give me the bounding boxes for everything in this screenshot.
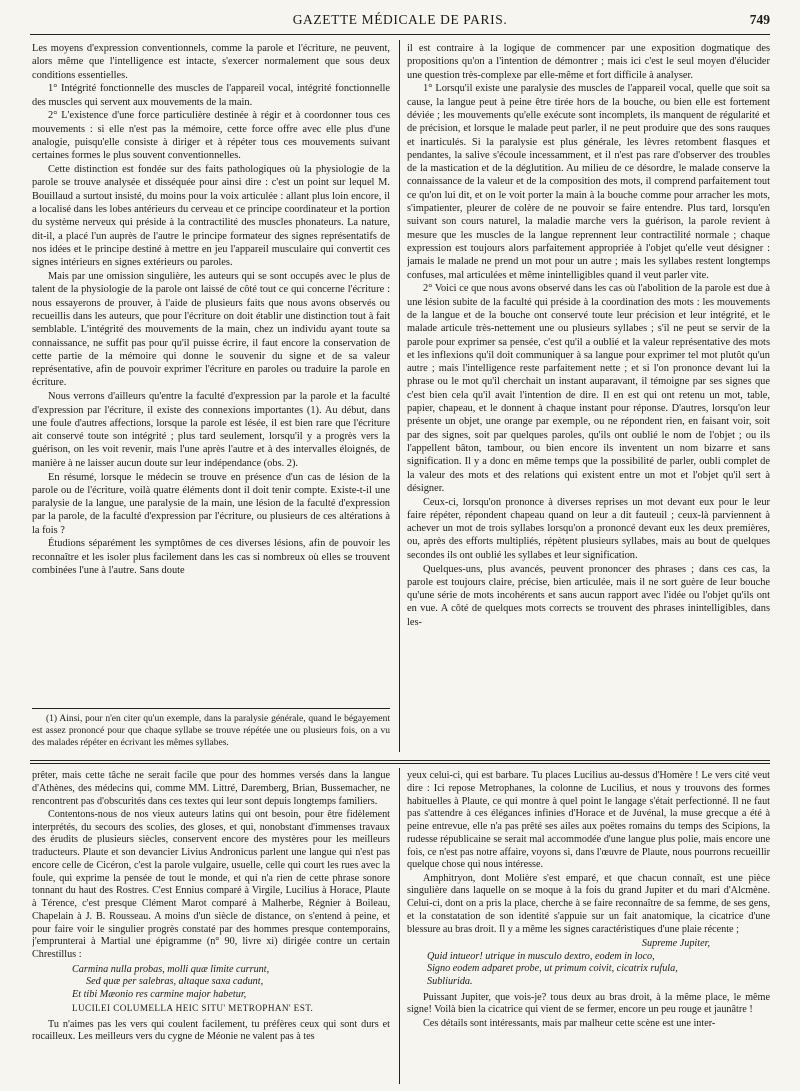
section-separator-bottom (30, 763, 770, 764)
paragraph: prêter, mais cette tâche ne serait facile que pour des hommes versés dans la langue d'Athènes, des médecins qui, comme MM. Littré, Daremberg, Brian, Bussemacher, ne rencontrent pas d'obscurités dans ces textes qui leur sont depuis longtemps familiers. (32, 770, 390, 807)
top-column-divider (399, 40, 400, 752)
latin-quotation (427, 938, 770, 988)
paragraph: Tu n'aimes pas les vers qui coulent facilement, tu préfères ceux qui sont durs et rocailleux. Les meilleurs vers du cygne de Méonie ne valent pas à tes (32, 1018, 390, 1043)
paragraph: En résumé, lorsque le médecin se trouve en présence d'un cas de lésion de la parole ou de l'écriture, voilà quatre éléments dont il doit tenir compte. Existe-t-il une paralysie de la langue, une paralysie de la main, une lésion de la faculté d'expression par la parole, de la faculté d'expression par l'écriture, ou plusieurs de ces altérations à la fois ? (32, 471, 390, 536)
paragraph: Quelques-uns, plus avancés, peuvent prononcer des phrases ; dans ces cas, la parole est toujours claire, précise, bien articulée, mais il ne sort guère de leur bouche qu'une série de mots incohérents et sans aucun rapport avec l'idée ou l'objet qu'ils ont en vue. A côté de quelques mots corrects se trouvent des phrases inintelligibles, dans les- (407, 563, 770, 628)
verse-line: Supreme Jupiter, (641, 938, 710, 950)
bottom-right-column (407, 770, 770, 1086)
paragraph: Les moyens d'expression conventionnels, comme la parole et l'écriture, ne peuvent, alors même que l'intelligence est intacte, s'exercer normalement que sous deux conditions essentielles. (32, 43, 390, 81)
verse-line: Subliurida. (427, 976, 473, 988)
paragraph: Nous verrons d'ailleurs qu'entre la faculté d'expression par la parole et la faculté d'expression par l'écriture, il existe des connexions importantes (1). Au début, dans une foule d'autres affections, lorsque la parole est lésée, il est bien rare que l'écriture ait conservé toute son intégrité ; plus tard seulement, lorsqu'il y a progrès vers la guérison, on les voit revenir, mais l'une après l'autre et à des intervalles éloignés, de manière à ne laisser aucun doute sur leur indépendance (obs. 2). (32, 391, 390, 469)
verse-line: Signo eodem adparet probe, ut primum coivit, cicatrix rufula, (427, 963, 678, 975)
verse-line: Sed quæ per salebras, altaque saxa cadunt, (86, 976, 264, 988)
paragraph: Mais par une omission singulière, les auteurs qui se sont occupés avec le plus de talent de la physiologie de la parole ont laissé de côté tout ce qui concerne l'écriture : nous essayerons de prouver, à l'aide de plusieurs faits que nous avons observés ou recueillis dans les auteurs, que pour l'écriture on doit établir une distinction tout à fait semblable. L'intégrité des mouvements de la main, chez un individu ayant toute sa connaissance, ne suffit pas pour qu'il puisse écrire, il faut encore la conservation de cette partie de la mémoire qui donne le souvenir du signe et de sa valeur représentative, afin de pouvoir exprimer l'écriture en paroles ou traduire la parole en écriture. (32, 271, 390, 389)
section-separator-top (30, 760, 770, 761)
paragraph: Amphitryon, dont Molière s'est emparé, et que chacun connaît, est une pièce singulière dans laquelle on se moque à la fois du grand Jupiter et du mari d'Alcmène. Celui-ci, dont on a pris la place, cherche à se faire reconnaître de sa femme, de ses gens, et la constatation de son identité s'appuie sur un fait anatomique, la cicatrice d'une blessure au bras droit. Il y a même les signes caractéristiques d'une plaie récente ; (407, 872, 770, 935)
paragraph: Ces détails sont intéressants, mais par malheur cette scène est une inter- (423, 1017, 716, 1029)
verse-line: Carmina nulla probas, molli quæ limite currunt, (72, 963, 270, 975)
top-left-column (32, 42, 390, 702)
latin-epigram (72, 964, 390, 1015)
paragraph: 2° L'existence d'une force particulière destinée à régir et à coordonner tous ces mouvements : si elle n'est pas la mémoire, cette force offre avec elle plus d'une analogie, puisqu'elle consiste à diriger et à répéter tous ces mouvements suivant certaines formes le plus souvent conventionnelles. (32, 110, 390, 162)
paragraph: 1° Intégrité fonctionnelle des muscles de l'appareil vocal, intégrité fonctionnelle des muscles qui servent aux mouvements de la main. (32, 83, 390, 108)
top-right-column (407, 42, 770, 754)
footnote-text: (1) Ainsi, pour n'en citer qu'un exemple, dans la paralysie générale, quand le bégayement est assez prononcé pour que chaque syllabe se trouve répétée une ou plusieurs fois, on a vu des malades répéter en écrivant les mêmes syllabes. (32, 714, 390, 749)
page-header (30, 12, 770, 34)
paragraph: 1° Lorsqu'il existe une paralysie des muscles de l'appareil vocal, quelle que soit sa cause, la langue peut à peine être tirée hors de la bouche, ou bien elle est fortement déviée ; les mouvements qu'elle exécute sont incomplets, ils manquent de régularité et de précision, et lorsque le malade peut parler, il ne peut produire que des sons rauques et inarticulés. Si la paralysie est plus générale, les lèvres retombent flasques et pendantes, la salive s'écoule incessamment, et il n'est pas rare d'observer des troubles de la mastication et de la déglutition. Au milieu de ce désordre, le malade conserve la connaissance de la valeur et de la composition des mots, il comprend parfaitement tout ce qu'on lui dit, et on le voit porter la main à la bouche comme pour arracher les mots, s'impatienter, pleurer de colère de ne pouvoir se faire entendre. Plus tard, lorsqu'en suivant son cours naturel, la maladie marche vers la guérison, la parole revient à mesure que les muscles de la langue reprennent leur contractilité normale ; chaque expression est toujours alors parfaitement appropriée à l'objet qu'elle veut désigner : jamais le malade ne prend un mot pour un autre ; mais les syllabes restent longtemps confuses, mal articulées et même inintelligibles quand il veut parler vite. (407, 83, 770, 281)
footnote-rule (32, 708, 390, 709)
verse-line: Et tibi Mæonio res carmine major habetur, (72, 989, 247, 1001)
bottom-left-column (32, 770, 390, 1086)
header-rule (30, 34, 770, 35)
paragraph: Étudions séparément les symptômes de ces diverses lésions, afin de pouvoir les reconnaître et les isoler plus facilement dans les cas si nombreux où elles se trouvent combinées l'une à l'autre. Sans doute (32, 538, 390, 577)
paragraph: 2° Voici ce que nous avons observé dans les cas où l'abolition de la parole est due à une lésion subite de la faculté qui préside à la coordination des mots : les mouvements de la langue et de la bouche ont conservé toute leur précision et leur intégrité, et le malade articule très-nettement une ou plusieurs syllabes ; s'il ne peut se servir de la parole pour exprimer sa pensée, c'est qu'il a oublié et la valeur représentative des mots et les inflexions qu'il doit communiquer à sa langue pour exprimer tel mot plutôt qu'un autre ; mais l'intelligence reste parfaitement nette ; et si l'on prononce devant lui la phrase ou le mot qu'il cherchait un instant auparavant, il témoigne par ses signes que c'est bien cela qu'il avait l'intention de dire. Il en est qui ont retenu un mot, table, papier, chapeau, et le donnent à chaque instant pour réponse. D'autres, lorsqu'on leur présente un objet, une orange par exemple, ou ne répondent rien, en faisant voir, soit par des signes, soit par quelques paroles, qu'ils ont oublié le nom de l'objet ; ou ils l'appellent bâton, tambour, ou bien encore ils inventent un nom bizarre et sans signification. Il y a donc en même temps que la possibilité de parler, oubli complet de la valeur des mots et des relations qui existent entre un mot et l'objet qu'il sert à désigner. (407, 283, 770, 494)
verse-line: Quid intueor! utrique in musculo dextro, eodem in loco, (427, 950, 655, 962)
paragraph: yeux celui-ci, qui est barbare. Tu places Lucilius au-dessus d'Homère ! Le vers cité veut dire : Ici repose Metrophanes, la colonne de Lucilius, et nous y trouvons des formes habituelles à Plaute, ce qui montre à quel point le langage s'était perfectionné. Il ne faut pas s'attendre à ces élégances infinies d'Horace et de Juvénal, la muse grecque a été à peine entrevue, elle n'a pas prêté ses ailes aux poëtes romains du temps des Scipions, la rudesse républicaine se serait mal accommodée d'une langue plus polie, mais encore une fois, ce n'est pas notre affaire, voyons si, dans l'œuvre de Plaute, nous pourrons recueillir quelque chose qui nous intéresse. (407, 770, 770, 871)
journal-title: GAZETTE MÉDICALE DE PARIS. (292, 12, 508, 27)
bottom-column-divider (399, 768, 400, 1084)
page-number: 749 (749, 12, 770, 27)
footnote (32, 713, 390, 753)
verse-line: LUCILEI COLUMELLA HEIC SITU' METROPHAN' EST. (72, 1002, 314, 1013)
paragraph: Ceux-ci, lorsqu'on prononce à diverses reprises un mot devant eux pour le leur faire répéter, répondent chapeau quand on leur a dit fauteuil ; ceux-là parviennent à achever un mot de trois syllabes lorsqu'on a prononcé devant eux les deux premières, ou, après des efforts multipliés, répètent plusieurs syllabes, mais au bout de quelques secondes ils ont oublié les syllabes et leur signification. (407, 496, 770, 561)
paragraph: Cette distinction est fondée sur des faits pathologiques où la physiologie de la parole se trouve analysée et disséquée pour ainsi dire : c'est un point sur lequel M. Bouillaud a surtout insisté, du moins pour la voix articulée : allant plus loin encore, il a localisé dans les lobes antérieurs du cerveau et ce principe coordinateur et la portion du système nerveux qui préside à la contractilité des muscles phonateurs. La nature, dit-il, a placé l'un auprès de l'autre le principe formateur des signes représentatifs de nos idées et le principe destiné à mettre en jeu l'appareil musculaire qui convertit ces signes intérieurs en signes extérieurs ou paroles. (32, 164, 390, 269)
paragraph: Puissant Jupiter, que vois-je? tous deux au bras droit, à la même place, le même signe! Voilà bien la cicatrice qui vient de se fermer, encore un peu rouge et jaunâtre ! (407, 991, 770, 1016)
paragraph: Contentons-nous de nos vieux auteurs latins qui ont besoin, pour être fidèlement interprétés, du secours des scolies, des gloses, et qui, nonobstant d'immenses travaux des érudits de plusieurs siècles, conservent encore des mystères pour les meilleurs traducteurs. Plaute et son devancier Livius Andronicus parlent une langue qui n'est pas encore celle de Cicéron, c'est la parole vulgaire, usuelle, celle qui court les rues avec la foule, qui exprime la pensée de tout le monde, et qui n'a rien de cette phrase sonore tonnant du haut des Rostres. C'est Ennius comparé à Virgile, Lucilius à Horace, Plaute à Térence, c'est presque Clément Marot comparé à Malherbe, Régnier à Boileau, Chapelain à J. B. Rousseau. A moins d'un siècle de distance, on s'entend à peine, et pour faire voir le singulier progrès constaté par des hommes presque contemporains, j'emprunterai à Martial une épigramme (n° 90, livre xi) dirigée contre un certain Chrestillus : (32, 808, 390, 960)
paragraph: il est contraire à la logique de commencer par une exposition dogmatique des propositions qu'on a l'intention de démontrer ; mais ici c'est le seul moyen d'élucider une question très-complexe par elle-même et fort difficile à analyser. (407, 43, 770, 81)
